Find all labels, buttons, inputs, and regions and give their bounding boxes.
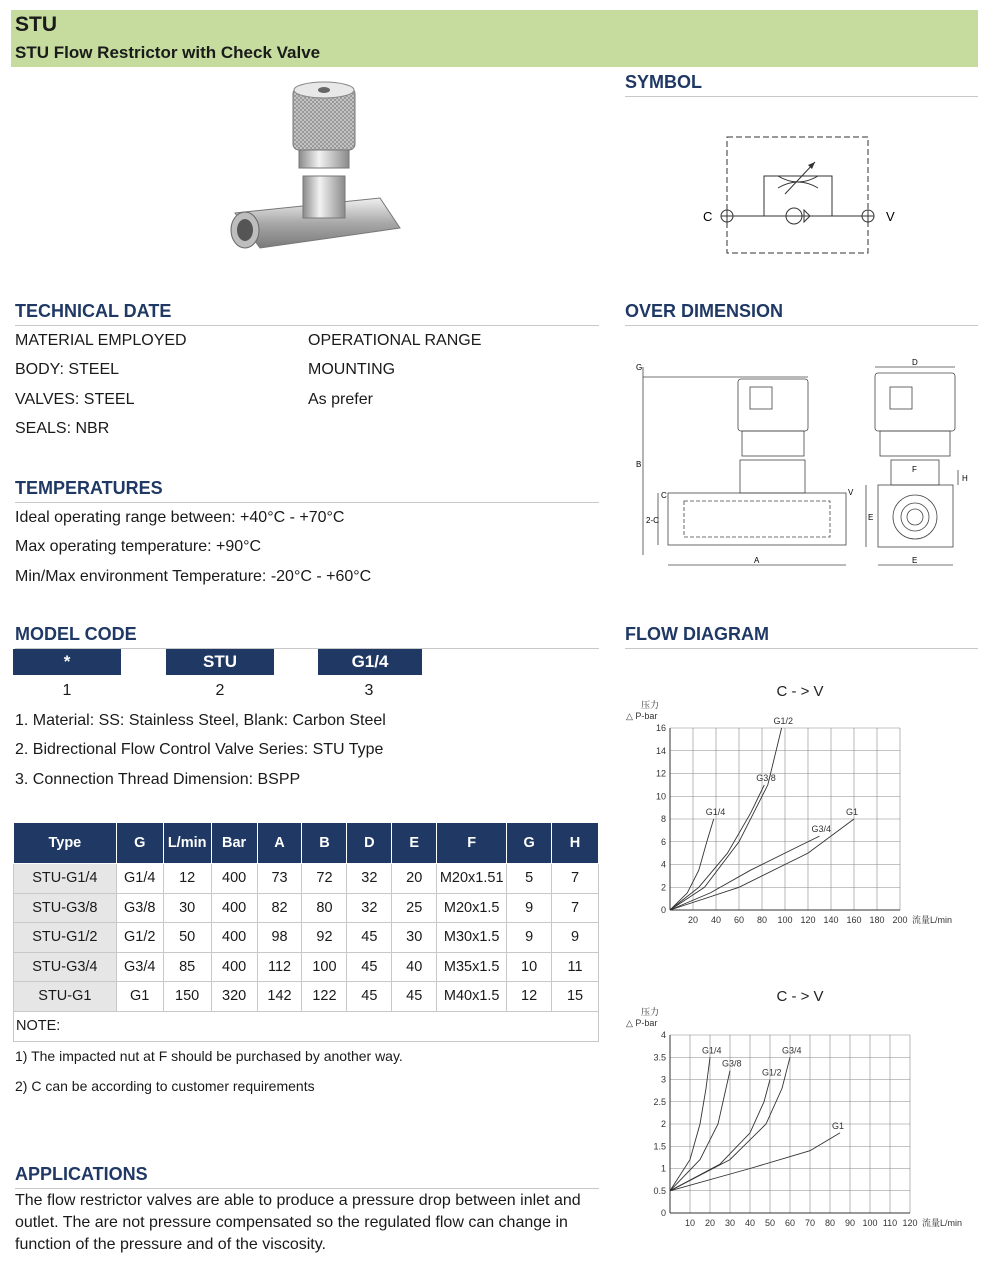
- x-tick-label: 40: [710, 915, 722, 925]
- col-header: L/min: [163, 823, 211, 864]
- dim-label-b: B: [636, 460, 642, 469]
- table-cell: M30x1.5: [437, 923, 507, 953]
- table-cell: STU-G1/2: [14, 923, 117, 953]
- table-cell: 7: [552, 893, 599, 923]
- table-cell: 32: [347, 864, 392, 894]
- x-tick-label: 120: [902, 1218, 918, 1228]
- table-cell: G1/4: [116, 864, 163, 894]
- x-tick-label: 110: [882, 1218, 898, 1228]
- y-tick-label: 14: [655, 745, 666, 756]
- table-cell: STU-G3/8: [14, 893, 117, 923]
- table-cell: 12: [163, 864, 211, 894]
- flow-chart-2: [615, 985, 985, 1230]
- code-box-material: *: [13, 649, 121, 675]
- table-cell: STU-G3/4: [14, 952, 117, 982]
- table-cell: 85: [163, 952, 211, 982]
- y-axis-label-line2: △ P-bar: [626, 1018, 658, 1028]
- x-tick-label: 30: [724, 1218, 736, 1228]
- table-row: [14, 952, 599, 982]
- y-tick-label: 3.5: [653, 1052, 666, 1063]
- table-cell: 32: [347, 893, 392, 923]
- y-tick-label: 1: [660, 1163, 666, 1174]
- model-item-2: 2. Bidrectional Flow Control Valve Series: STU Type: [15, 741, 384, 758]
- dim-label-f: F: [912, 465, 917, 474]
- y-tick-label: 2: [660, 882, 666, 893]
- note-1: 1) The impacted nut at F should be purchased by another way.: [15, 1048, 403, 1064]
- x-tick-label: 40: [744, 1218, 756, 1228]
- symbol-port-c: C: [703, 209, 713, 224]
- series-label: G3/8: [756, 772, 776, 783]
- table-cell: 30: [163, 893, 211, 923]
- y-tick-label: 10: [655, 791, 666, 802]
- series-label: G1/2: [773, 716, 794, 726]
- symbol-diagram: [700, 130, 900, 260]
- x-tick-label: 50: [764, 1218, 776, 1228]
- y-tick-label: 8: [660, 814, 666, 824]
- dim-label-v: V: [848, 488, 854, 497]
- series-label: G1: [832, 1120, 845, 1131]
- col-header: Type: [14, 823, 117, 864]
- col-header: D: [347, 823, 392, 864]
- x-axis-label: 流量L/min: [912, 915, 953, 925]
- dimension-drawing: [628, 355, 978, 575]
- col-header: G: [507, 823, 552, 864]
- table-cell: G1/2: [116, 923, 163, 953]
- x-tick-label: 100: [777, 915, 793, 925]
- temp-line-2: Min/Max environment Temperature: -20°C - +60°C: [15, 568, 372, 585]
- flow-chart-1: [615, 680, 985, 930]
- table-cell: M35x1.5: [437, 952, 507, 982]
- series-line: [670, 785, 764, 910]
- series-label: G1/4: [702, 1045, 722, 1056]
- tech-right-0: OPERATIONAL RANGE: [308, 332, 482, 349]
- dim-label-g: G: [636, 363, 643, 372]
- table-cell: STU-G1: [14, 982, 117, 1012]
- code-box-series: STU: [166, 649, 274, 675]
- table-note-row: [14, 1011, 599, 1041]
- table-cell: M20x1.51: [437, 864, 507, 894]
- table-cell: 400: [211, 893, 257, 923]
- table-cell: 50: [163, 923, 211, 953]
- table-header-row: [14, 823, 599, 864]
- product-title: STU Flow Restrictor with Check Valve: [15, 43, 321, 62]
- chart-title: C - > V: [776, 683, 824, 700]
- col-header: F: [437, 823, 507, 864]
- table-cell: 98: [257, 923, 302, 953]
- symbol-port-v: V: [886, 209, 895, 224]
- applications-title: APPLICATIONS: [15, 1164, 599, 1189]
- table-cell: 142: [257, 982, 302, 1012]
- model-item-1: 1. Material: SS: Stainless Steel, Blank: Carbon Steel: [15, 712, 386, 729]
- x-tick-label: 180: [869, 915, 885, 925]
- table-cell: M40x1.5: [437, 982, 507, 1012]
- table-cell: G3/4: [116, 952, 163, 982]
- dim-label-2c: 2-C: [646, 516, 659, 525]
- col-header: A: [257, 823, 302, 864]
- table-cell: 82: [257, 893, 302, 923]
- col-header: E: [392, 823, 437, 864]
- x-tick-label: 120: [800, 915, 816, 925]
- x-tick-label: 60: [733, 915, 745, 925]
- dim-label-d: D: [912, 358, 918, 367]
- app-line-1: outlet. The are not pressure compensated so the regulated flow can change in: [15, 1214, 568, 1231]
- y-tick-label: 4: [660, 1030, 666, 1040]
- series-label: G3/4: [811, 824, 832, 835]
- table-cell: 72: [302, 864, 347, 894]
- dimension-title: OVER DIMENSION: [625, 301, 978, 326]
- table-row: [14, 864, 599, 894]
- symbol-title: SYMBOL: [625, 72, 978, 97]
- table-cell: 20: [392, 864, 437, 894]
- table-cell: M20x1.5: [437, 893, 507, 923]
- y-tick-label: 1.5: [653, 1141, 666, 1152]
- temp-line-1: Max operating temperature: +90°C: [15, 538, 262, 555]
- product-photo: [205, 78, 420, 268]
- y-tick-label: 12: [655, 768, 666, 779]
- table-row: [14, 982, 599, 1012]
- y-tick-label: 0: [660, 1208, 666, 1218]
- x-tick-label: 100: [862, 1218, 878, 1228]
- tech-left-2: VALVES: STEEL: [15, 391, 135, 408]
- code-num-3: 3: [364, 682, 374, 699]
- app-line-0: The flow restrictor valves are able to produce a pressure drop between inlet and: [15, 1192, 581, 1209]
- table-cell: 100: [302, 952, 347, 982]
- col-header: B: [302, 823, 347, 864]
- series-label: G1: [846, 807, 859, 817]
- col-header: Bar: [211, 823, 257, 864]
- col-header: G: [116, 823, 163, 864]
- tech-right-2: As prefer: [308, 391, 373, 408]
- app-line-2: function of the pressure and of the viscosity.: [15, 1236, 326, 1253]
- table-cell: 122: [302, 982, 347, 1012]
- series-label: G1/2: [762, 1067, 782, 1078]
- table-cell: STU-G1/4: [14, 864, 117, 894]
- tech-left-3: SEALS: NBR: [15, 420, 110, 437]
- x-tick-label: 80: [824, 1218, 836, 1228]
- x-tick-label: 20: [704, 1218, 716, 1228]
- table-cell: 80: [302, 893, 347, 923]
- x-tick-label: 20: [687, 915, 699, 925]
- table-cell: 9: [552, 923, 599, 953]
- table-cell: 45: [347, 923, 392, 953]
- dim-label-c: C: [661, 491, 667, 500]
- series-line: [670, 836, 820, 910]
- table-cell: G1: [116, 982, 163, 1012]
- code-box-thread: G1/4: [318, 649, 422, 675]
- note-2: 2) C can be according to customer requirements: [15, 1078, 315, 1094]
- table-cell: 10: [507, 952, 552, 982]
- table-cell: 7: [552, 864, 599, 894]
- note-label: NOTE:: [14, 1011, 599, 1041]
- dim-label-e: E: [868, 513, 874, 522]
- table-cell: 73: [257, 864, 302, 894]
- model-code-title: MODEL CODE: [15, 624, 599, 649]
- model-item-3: 3. Connection Thread Dimension: BSPP: [15, 771, 301, 788]
- header-band: [11, 10, 978, 67]
- series-label: G3/8: [722, 1058, 742, 1069]
- x-tick-label: 70: [804, 1218, 816, 1228]
- table-cell: 400: [211, 952, 257, 982]
- table-cell: 45: [347, 952, 392, 982]
- tech-left-0: MATERIAL EMPLOYED: [15, 332, 187, 349]
- x-tick-label: 160: [846, 915, 862, 925]
- table-row: [14, 923, 599, 953]
- chart-title: C - > V: [776, 988, 824, 1005]
- table-cell: 30: [392, 923, 437, 953]
- x-tick-label: 10: [684, 1218, 696, 1228]
- spec-table: [13, 822, 599, 1042]
- product-code: STU: [15, 13, 57, 36]
- table-cell: 150: [163, 982, 211, 1012]
- table-cell: 5: [507, 864, 552, 894]
- temp-line-0: Ideal operating range between: +40°C - +70°C: [15, 509, 345, 526]
- table-cell: 400: [211, 923, 257, 953]
- dim-label-h: H: [962, 474, 968, 483]
- table-cell: 320: [211, 982, 257, 1012]
- flow-diagram-title: FLOW DIAGRAM: [625, 624, 978, 649]
- tech-right-1: MOUNTING: [308, 361, 396, 378]
- table-cell: 400: [211, 864, 257, 894]
- x-tick-label: 140: [823, 915, 839, 925]
- y-tick-label: 3: [660, 1074, 666, 1085]
- table-cell: 45: [392, 982, 437, 1012]
- x-tick-label: 90: [844, 1218, 856, 1228]
- y-axis-label-line1: 压力: [641, 700, 660, 710]
- table-cell: 9: [507, 893, 552, 923]
- table-cell: 45: [347, 982, 392, 1012]
- code-num-2: 2: [215, 682, 225, 699]
- table-cell: 11: [552, 952, 599, 982]
- x-axis-label: 流量L/min: [922, 1218, 963, 1228]
- tech-left-1: BODY: STEEL: [15, 361, 120, 378]
- table-cell: 40: [392, 952, 437, 982]
- x-tick-label: 60: [784, 1218, 796, 1228]
- y-axis-label-line2: △ P-bar: [626, 711, 658, 721]
- table-cell: 15: [552, 982, 599, 1012]
- x-tick-label: 80: [756, 915, 768, 925]
- table-row: [14, 893, 599, 923]
- y-tick-label: 2: [660, 1119, 666, 1129]
- x-tick-label: 200: [892, 915, 908, 925]
- y-tick-label: 0.5: [653, 1185, 666, 1196]
- table-cell: 9: [507, 923, 552, 953]
- y-tick-label: 4: [660, 859, 666, 870]
- table-cell: 92: [302, 923, 347, 953]
- series-label: G3/4: [782, 1045, 802, 1056]
- series-line: [670, 1071, 730, 1191]
- table-cell: 12: [507, 982, 552, 1012]
- code-num-1: 1: [62, 682, 72, 699]
- y-tick-label: 16: [655, 723, 666, 733]
- dim-label-e2: E: [912, 556, 918, 565]
- table-cell: 112: [257, 952, 302, 982]
- dim-label-a: A: [754, 556, 760, 565]
- y-tick-label: 2.5: [653, 1096, 666, 1107]
- series-label: G1/4: [705, 807, 726, 817]
- y-axis-label-line1: 压力: [641, 1007, 660, 1017]
- col-header: H: [552, 823, 599, 864]
- y-tick-label: 0: [660, 905, 666, 915]
- table-cell: 25: [392, 893, 437, 923]
- technical-title: TECHNICAL DATE: [15, 301, 599, 326]
- y-tick-label: 6: [660, 836, 666, 847]
- temperatures-title: TEMPERATURES: [15, 478, 599, 503]
- table-cell: G3/8: [116, 893, 163, 923]
